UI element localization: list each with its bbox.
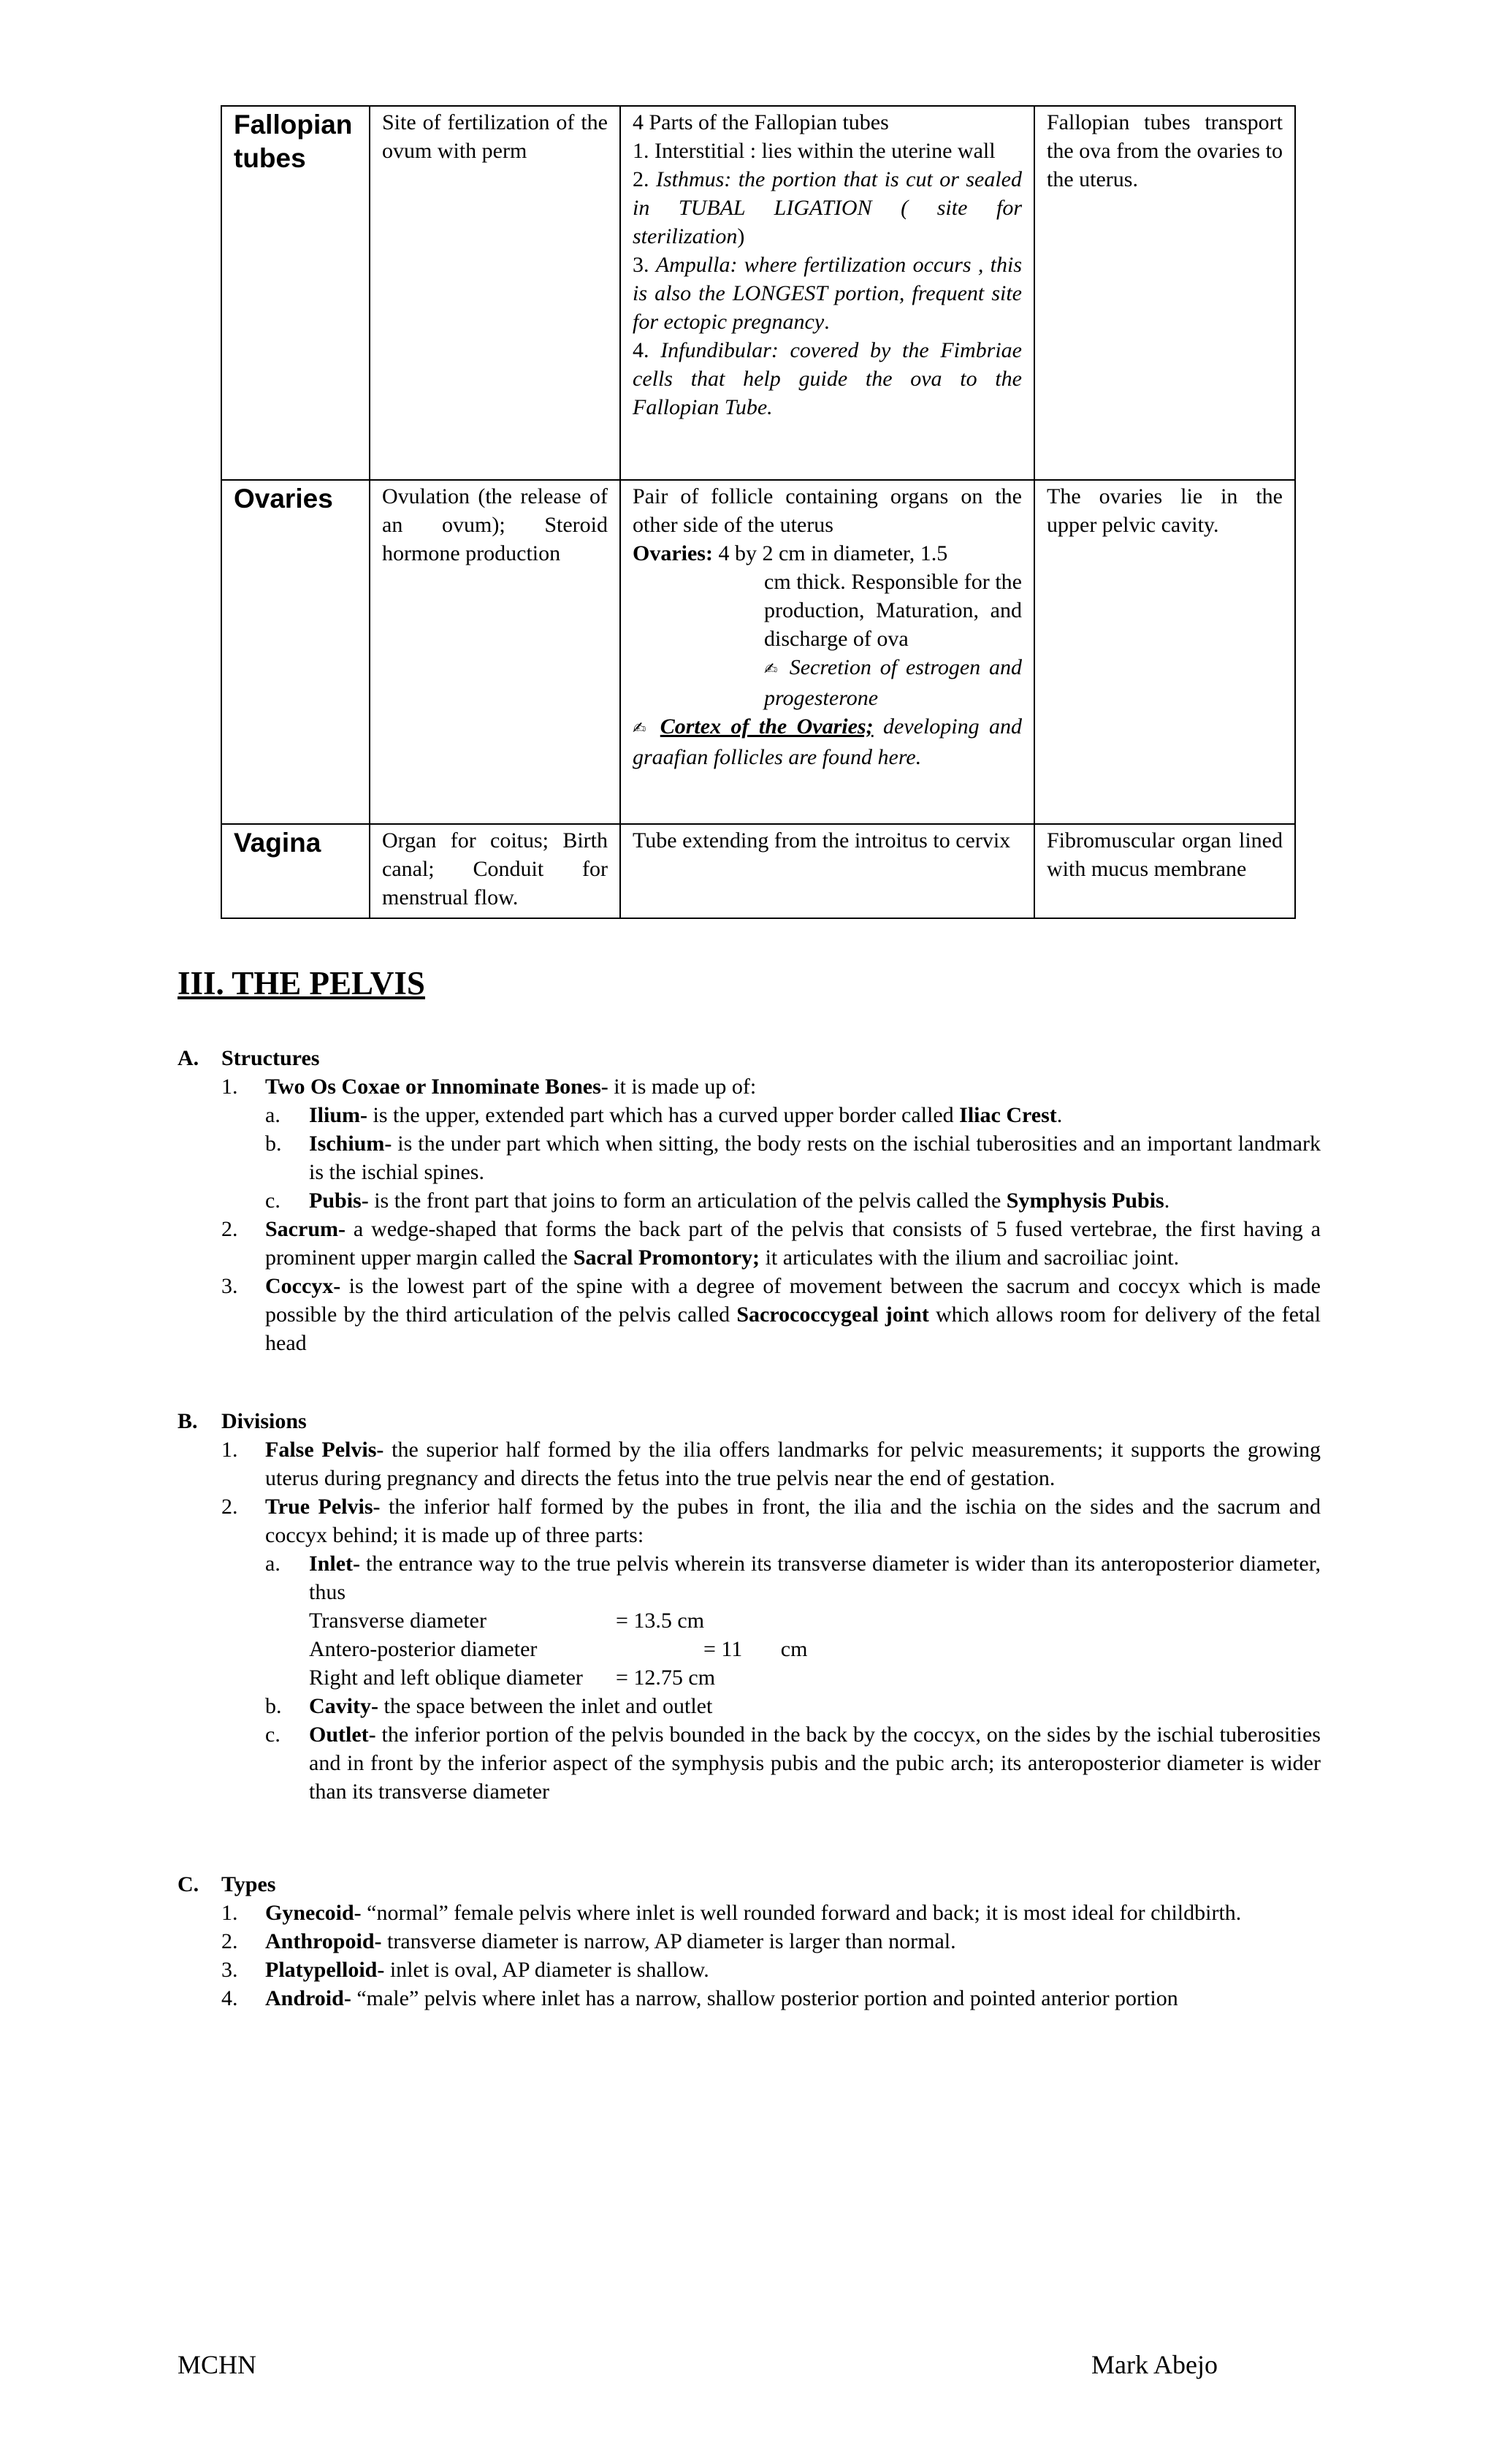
organ-description (620, 480, 1034, 824)
writing-hand-icon: ✍ (764, 660, 781, 679)
diameter-row: Transverse diameter = 13.5 cm (309, 1609, 705, 1633)
list-item: c. Pubis- is the front part that joins to form an articulation of the pelvis called the Symphysis Pubis. (265, 1189, 1170, 1213)
organ-description (620, 106, 1034, 480)
list-item: 1. Two Os Coxae or Innominate Bones- it is made up of: (221, 1075, 757, 1099)
section-title: III. THE PELVIS (178, 965, 425, 1002)
ovaries-spec-continued: cm thick. Responsible for the production, Maturation, and discharge of ova (764, 570, 1022, 651)
list-item: 2. Sacrum- a wedge-shaped that forms the back part of the pelvis that consists of 5 fused vertebrae, the first having a prominent upper margin called the Sacral Promontory; it articulates with the ilium and sacroiliac joint. (221, 1217, 1321, 1270)
organ-description: Tube extending from the introitus to cervix (620, 824, 1034, 918)
organ-function: Site of fertilization of the ovum with perm (370, 106, 620, 480)
writing-hand-icon: ✍ (633, 720, 651, 738)
list-item: 4. Infundibular: covered by the Fimbriae cells that help guide the ova to the Fallopian Tube. (633, 338, 1022, 419)
divisions-heading: B. Divisions (178, 1409, 307, 1433)
list-item: 3. Coccyx- is the lowest part of the spine with a degree of movement between the sacrum and coccyx which is made possible by the third articulation of the pelvis called Sacrococcygeal joint which allows room for delivery of the fetal head (221, 1274, 1321, 1355)
list-item: a. Inlet- the entrance way to the true pelvis wherein its transverse diameter is wider than its anteroposterior diameter, thus Transverse diameter = 13.5 cm Antero-posterior diameter = 11 cm Right and left oblique diameter = 12.75 cm (178, 1549, 1321, 1692)
types-section (178, 1870, 1321, 2013)
list-item: 2. True Pelvis- the inferior half formed by the pubes in front, the ilia and the ischia on the sides and the sacrum and coccyx behind; it is made up of three parts: (221, 1495, 1321, 1547)
list-item: b. Ischium- is the under part which when sitting, the body rests on the ischial tuberosities and an important landmark is the ischial spines. (265, 1132, 1321, 1184)
list-item: 1. Gynecoid- “normal” female pelvis where inlet is well rounded forward and back; it is most ideal for childbirth. (221, 1901, 1242, 1925)
list-item: b. Cavity- the space between the inlet and outlet (265, 1694, 713, 1718)
list-item: 4. Android- “male” pelvis where inlet has a narrow, shallow posterior portion and pointed anterior portion (221, 1986, 1178, 2010)
list-item: c. Outlet- the inferior portion of the pelvis bounded in the back by the coccyx, on the sides by the ischial tuberosities and in front by the inferior aspect of the symphysis pubis and the pubic arch; its anteroposterior diameter is wider than its transverse diameter (265, 1723, 1321, 1804)
list-item: 3. Platypelloid- inlet is oval, AP diameter is shallow. (221, 1958, 709, 1982)
organ-function: Organ for coitus; Birth canal; Conduit for menstrual flow. (370, 824, 620, 918)
table-row (221, 480, 1295, 824)
structures-section (178, 1044, 1321, 1357)
organ-location: The ovaries lie in the upper pelvic cavity. (1034, 480, 1295, 824)
footer-course: MCHN (178, 2350, 257, 2379)
organ-function: Ovulation (the release of an ovum); Steroid hormone production (370, 480, 620, 824)
cortex-item: ✍ Cortex of the Ovaries; developing and graafian follicles are found here. (633, 714, 1023, 769)
organ-location: Fallopian tubes transport the ova from the ovaries to the uterus. (1034, 106, 1295, 480)
list-item: 1. False Pelvis- the superior half formed by the ilia offers landmarks for pelvic measurements; it supports the growing uterus during pregnancy and directs the fetus into the true pelvis near the end of gestation. (221, 1438, 1321, 1490)
list-item: a. Ilium- is the upper, extended part which has a curved upper border called Iliac Crest. (265, 1103, 1063, 1127)
list-item: 3. Ampulla: where fertilization occurs , this is also the LONGEST portion, frequent site for ectopic pregnancy. (633, 253, 1023, 334)
diameter-row: Right and left oblique diameter = 12.75 cm (309, 1666, 716, 1690)
description-intro: 4 Parts of the Fallopian tubes (633, 110, 889, 134)
description-intro: Pair of follicle containing organs on the other side of the uterus (633, 484, 1022, 537)
table-row (221, 824, 1295, 918)
diameter-row: Antero-posterior diameter = 11 cm (309, 1637, 808, 1661)
organ-location: Fibromuscular organ lined with mucus membrane (1034, 824, 1295, 918)
organ-name: Ovaries (221, 480, 370, 824)
reproductive-organs-table (221, 105, 1296, 919)
list-item: 2. Isthmus: the portion that is cut or sealed in TUBAL LIGATION ( site for sterilization) (633, 167, 1022, 248)
table-row (221, 106, 1295, 480)
divisions-section (178, 1407, 1321, 1806)
footer-author: Mark Abejo (1091, 2350, 1218, 2379)
list-item: 1. Interstitial : lies within the uterine wall (633, 139, 996, 163)
structures-heading: A. Structures (178, 1046, 320, 1070)
ovaries-spec: Ovaries: 4 by 2 cm in diameter, 1.5 (633, 541, 948, 565)
list-item: 2. Anthropoid- transverse diameter is narrow, AP diameter is larger than normal. (221, 1929, 956, 1953)
secretion-item: ✍ Secretion of estrogen and progesterone (764, 655, 1023, 710)
types-heading: C. Types (178, 1872, 276, 1896)
organ-name: Vagina (221, 824, 370, 918)
organ-name: Fallopian tubes (221, 106, 370, 480)
